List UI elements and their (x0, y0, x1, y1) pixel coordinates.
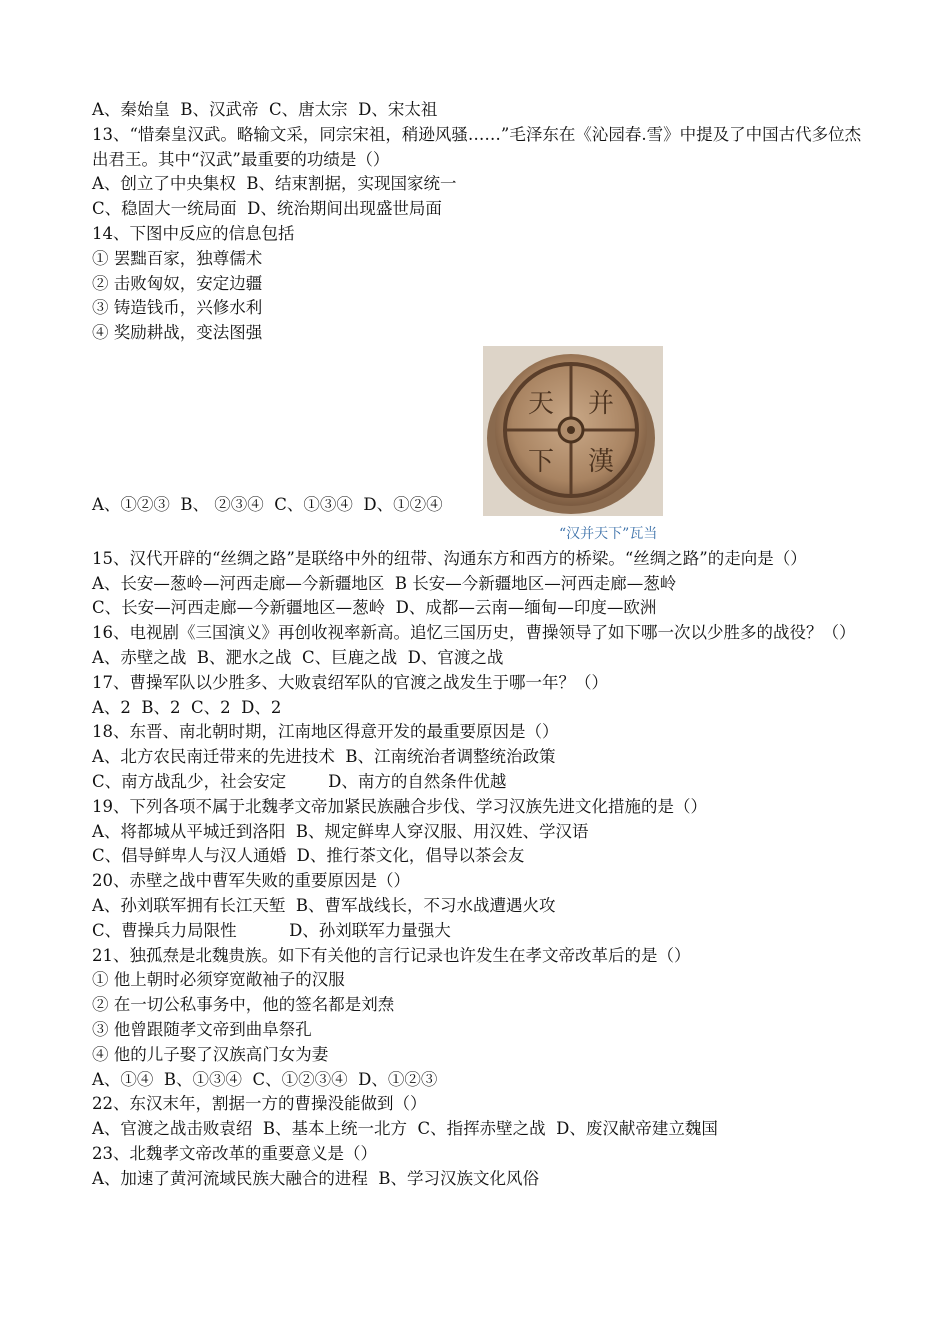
q17-options: A、2 B、2 C、2 D、2 (92, 697, 282, 717)
q15-options-cd: C、长安—河西走廊—今新疆地区—葱岭 D、成都—云南—缅甸—印度—欧洲 (92, 598, 657, 618)
q14-image-row (92, 346, 872, 522)
q14-item-3: ③ 铸造钱币，兴修水利 (92, 298, 263, 318)
tile-glyph-3: 漢 (587, 446, 615, 477)
q14-item-4: ④ 奖励耕战，变法图强 (92, 323, 263, 343)
q18-question: 18、东晋、南北朝时期，江南地区得意开发的最重要原因是（） (92, 722, 559, 742)
q23-options-ab: A、加速了黄河流域民族大融合的进程 B、学习汉族文化风俗 (92, 1168, 540, 1188)
q20-options-cd: C、曹操兵力局限性 D、孙刘联军力量强大 (92, 920, 451, 940)
q19-options-ab: A、将都城从平城迁到洛阳 B、规定鲜卑人穿汉服、用汉姓、学汉语 (92, 821, 589, 841)
q14-item-1: ① 罢黜百家，独尊儒术 (92, 248, 263, 268)
q22-options: A、官渡之战击败袁绍 B、基本上统一北方 C、指挥赤壁之战 D、废汉献帝建立魏国 (92, 1119, 718, 1139)
tile-glyph-1: 天 (527, 388, 555, 419)
document-page (92, 98, 872, 1191)
q15-question: 15、汉代开辟的“丝绸之路”是联络中外的纽带、沟通东方和西方的桥梁。“丝绸之路”的走向是（） (92, 548, 807, 568)
q16-question: 16、电视剧《三国演义》再创收视率新高。追忆三国历史，曹操领导了如下哪一次以少胜多的战役？（） (92, 623, 856, 643)
q17-question: 17、曹操军队以少胜多、大败袁绍军队的官渡之战发生于哪一年？（） (92, 672, 608, 692)
q12-options: A、秦始皇 B、汉武帝 C、唐太宗 D、宋太祖 (92, 100, 438, 119)
q13-question: 13、“惜秦皇汉武。略输文采，同宗宋祖，稍逊风骚……”毛泽东在《沁园春.雪》中提及了中国古代多位杰出君王。其中“汉武”最重要的功绩是（） (92, 124, 862, 169)
q23-question: 23、北魏孝文帝改革的重要意义是（） (92, 1143, 377, 1163)
q16-options: A、赤壁之战 B、淝水之战 C、巨鹿之战 D、官渡之战 (92, 647, 504, 667)
q18-options-ab: A、北方农民南迁带来的先进技术 B、江南统治者调整统治政策 (92, 747, 556, 767)
q13-options-ab: A、创立了中央集权 B、结束割据，实现国家统一 (92, 174, 457, 194)
q21-question: 21、独孤焘是北魏贵族。如下有关他的言行记录也许发生在孝文帝改革后的是（） (92, 945, 691, 965)
q22-question: 22、东汉末年，割据一方的曹操没能做到（） (92, 1094, 427, 1114)
q21-item-3: ③ 他曾跟随孝文帝到曲阜祭孔 (92, 1019, 312, 1039)
q21-options: A、①④ B、①③④ C、①②③④ D、①②③ (92, 1069, 438, 1089)
q21-item-4: ④ 他的儿子娶了汉族高门女为妻 (92, 1044, 329, 1064)
eave-tile-photo (483, 346, 663, 516)
q14-item-2: ② 击败匈奴，安定边疆 (92, 273, 263, 293)
image-caption: “汉并天下”瓦当 (559, 525, 658, 542)
q20-question: 20、赤壁之战中曹军失败的重要原因是（） (92, 871, 410, 891)
q18-options-cd: C、南方战乱少，社会安定 D、南方的自然条件优越 (92, 771, 507, 791)
q21-item-1: ① 他上朝时必须穿宽敞袖子的汉服 (92, 970, 345, 990)
q13-options-cd: C、稳固大一统局面 D、统治期间出现盛世局面 (92, 199, 442, 219)
tile-glyph-4: 下 (527, 446, 555, 477)
q21-item-2: ② 在一切公私事务中，他的签名都是刘焘 (92, 995, 395, 1015)
q20-options-ab: A、孙刘联军拥有长江天堑 B、曹军战线长，不习水战遭遇火攻 (92, 895, 556, 915)
q15-options-ab: A、长安—葱岭—河西走廊—今新疆地区 B 长安—今新疆地区—河西走廊—葱岭 (92, 573, 677, 593)
q14-options: A、①②③ B、 ②③④ C、①③④ D、①②④ (92, 495, 443, 515)
q19-question: 19、下列各项不属于北魏孝文帝加紧民族融合步伐、学习汉族先进文化措施的是（） (92, 796, 707, 816)
q19-options-cd: C、倡导鲜卑人与汉人通婚 D、推行茶文化，倡导以茶会友 (92, 846, 525, 866)
q14-question: 14、下图中反应的信息包括 (92, 223, 295, 243)
tile-glyph-2: 并 (587, 388, 615, 419)
